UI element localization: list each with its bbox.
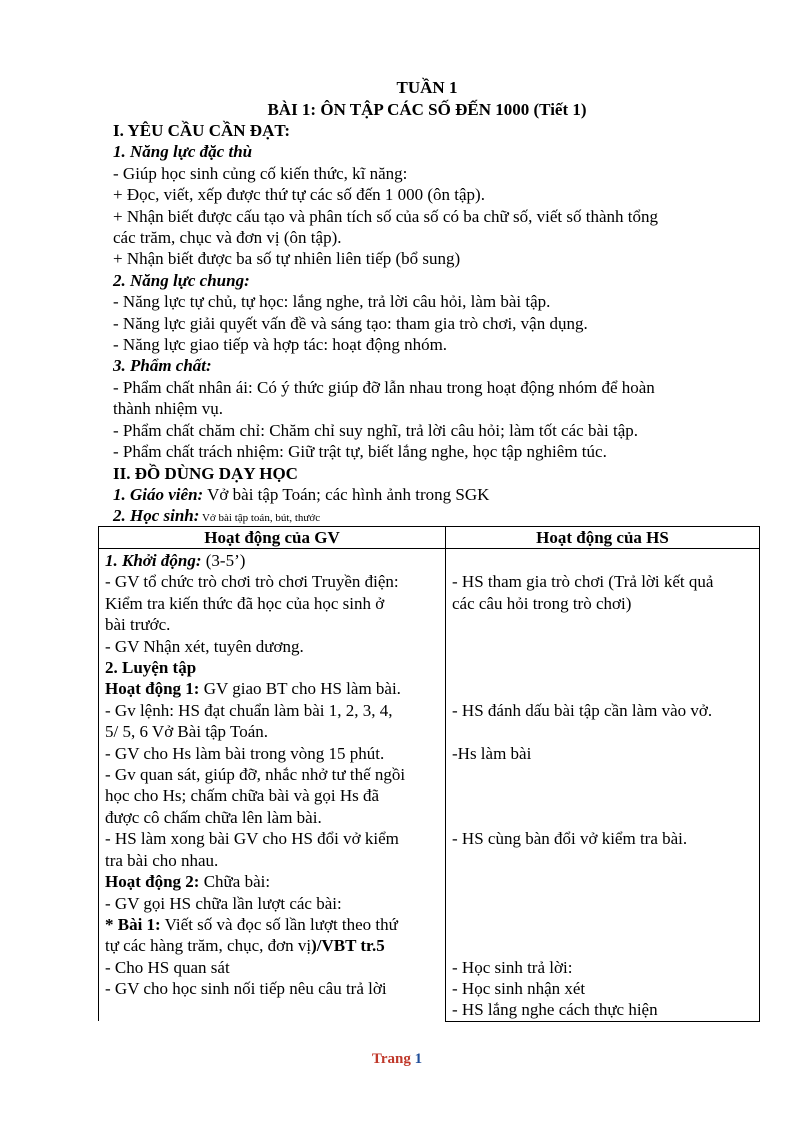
teacher-label: 1. Giáo viên: (113, 484, 204, 504)
teacher-materials (113, 484, 753, 505)
table-header-row (99, 527, 760, 549)
text-line: - Phẩm chất chăm chỉ: Chăm chỉ suy nghĩ, trả lời câu hỏi; làm tốt các bài tập. (113, 420, 638, 440)
exercise-1-text: Viết số và đọc số lần lượt theo thứ (160, 914, 398, 934)
text-line: các trăm, chục và đơn vị (ôn tập). (113, 228, 342, 248)
activity-1-label: Hoạt động 1: (105, 679, 200, 699)
text-line: - HS làm xong bài GV cho HS đổi vở kiểm (105, 829, 399, 849)
text-line: - Năng lực tự chủ, tự học: lắng nghe, trả lời câu hỏi, làm bài tập. (113, 292, 551, 312)
text-line: + Đọc, viết, xếp được thứ tự các số đến 1 000 (ôn tập). (113, 185, 485, 205)
subheading-specific-competence: 1. Năng lực đặc thù (113, 142, 253, 162)
week-title: TUẦN 1 (396, 78, 458, 97)
activities-table (98, 526, 760, 1022)
text-line: 5/ 5, 6 Vở Bài tập Toán. (105, 722, 268, 742)
text-line: - Gv quan sát, giúp đỡ, nhắc nhở tư thế ngồi (105, 765, 406, 785)
warmup-time: (3-5’) (201, 551, 246, 570)
text-line: - Giúp học sinh củng cố kiến thức, kĩ năng: (113, 163, 408, 183)
activity-2-text: Chữa bài: (199, 872, 271, 892)
text-line: + Nhận biết được cấu tạo và phân tích số của số có ba chữ số, viết số thành tổng (113, 206, 658, 226)
text-line: - Năng lực giao tiếp và hợp tác: hoạt động nhóm. (113, 335, 448, 355)
text-line: các câu hỏi trong trò chơi) (452, 593, 632, 613)
text-line: - HS đánh dấu bài tập cần làm vào vở. (452, 700, 713, 720)
section-heading-requirements: I. YÊU CẦU CẦN ĐẠT: (113, 121, 291, 140)
text-line: -Hs làm bài (452, 743, 532, 763)
text-line: - Phẩm chất trách nhiệm: Giữ trật tự, biết lắng nghe, học tập nghiêm túc. (113, 442, 607, 462)
teacher-activities-cell (99, 549, 446, 1022)
text-line: - Học sinh trả lời: (452, 957, 573, 977)
exercise-1-label: * Bài 1: (105, 914, 161, 934)
page-number: 1 (414, 1051, 423, 1067)
student-materials-text: Vở bài tập toán, bút, thước (199, 512, 321, 525)
text-line: - Cho HS quan sát (105, 957, 230, 977)
text-line: tra bài cho nhau. (105, 850, 219, 870)
warmup-title: 1. Khởi động: (105, 551, 202, 570)
student-activities-cell (446, 549, 760, 1022)
practice-title: 2. Luyện tập (105, 658, 197, 678)
text-line: - GV tổ chức trò chơi trò chơi Truyền điện: (105, 572, 399, 592)
student-activity-header: Hoạt động của HS (446, 527, 760, 549)
activity-2-label: Hoạt động 2: (105, 872, 200, 892)
text-line: được cô chấm chữa lên làm bài. (105, 807, 322, 827)
table-row (99, 549, 760, 1022)
text-line: - HS tham gia trò chơi (Trả lời kết quả (452, 572, 714, 592)
text-line: - Học sinh nhận xét (452, 978, 586, 998)
text-line: thành nhiệm vụ. (113, 399, 224, 419)
text-line: - Phẩm chất nhân ái: Có ý thức giúp đỡ lẫn nhau trong hoạt động nhóm để hoàn (113, 377, 655, 397)
text-line: - HS lắng nghe cách thực hiện (452, 1000, 658, 1020)
text-line: bài trước. (105, 615, 171, 635)
text-line: + Nhận biết được ba số tự nhiên liên tiếp (bổ sung) (113, 249, 461, 269)
lesson-title: BÀI 1: ÔN TẬP CÁC SỐ ĐẾN 1000 (Tiết 1) (267, 100, 587, 119)
teacher-materials-text: Vở bài tập Toán; các hình ảnh trong SGK (203, 484, 490, 504)
objectives-section (113, 120, 753, 530)
page-label: Trang (371, 1051, 411, 1067)
teacher-activity-header: Hoạt động của GV (99, 527, 446, 549)
text-line: - Gv lệnh: HS đạt chuẩn làm bài 1, 2, 3, 4, (105, 700, 393, 720)
text-line: - GV cho Hs làm bài trong vòng 15 phút. (105, 743, 385, 763)
text-line: - GV cho học sinh nối tiếp nêu câu trả lời (105, 979, 387, 999)
section-heading-materials: II. ĐỒ DÙNG DẠY HỌC (113, 463, 298, 483)
exercise-1-text-cont: tự các hàng trăm, chục, đơn vị (105, 936, 312, 956)
text-line: - GV gọi HS chữa lần lượt các bài: (105, 893, 342, 913)
student-label: 2. Học sinh: (113, 506, 200, 526)
text-line: học cho Hs; chấm chữa bài và gọi Hs đã (105, 786, 380, 806)
activity-1-text: GV giao BT cho HS làm bài. (199, 679, 401, 699)
text-line: - Năng lực giải quyết vấn đề và sáng tạo: tham gia trò chơi, vận dụng. (113, 313, 588, 333)
text-line: - HS cùng bàn đổi vở kiểm tra bài. (452, 829, 688, 849)
page-footer (0, 1049, 794, 1070)
text-line: Kiểm tra kiến thức đã học của học sinh ở (105, 593, 385, 613)
subheading-qualities: 3. Phẩm chất: (113, 356, 212, 376)
text-line: - GV Nhận xét, tuyên dương. (105, 636, 304, 656)
subheading-general-competence: 2. Năng lực chung: (113, 270, 250, 290)
exercise-1-reference: )/VBT tr.5 (311, 936, 385, 956)
